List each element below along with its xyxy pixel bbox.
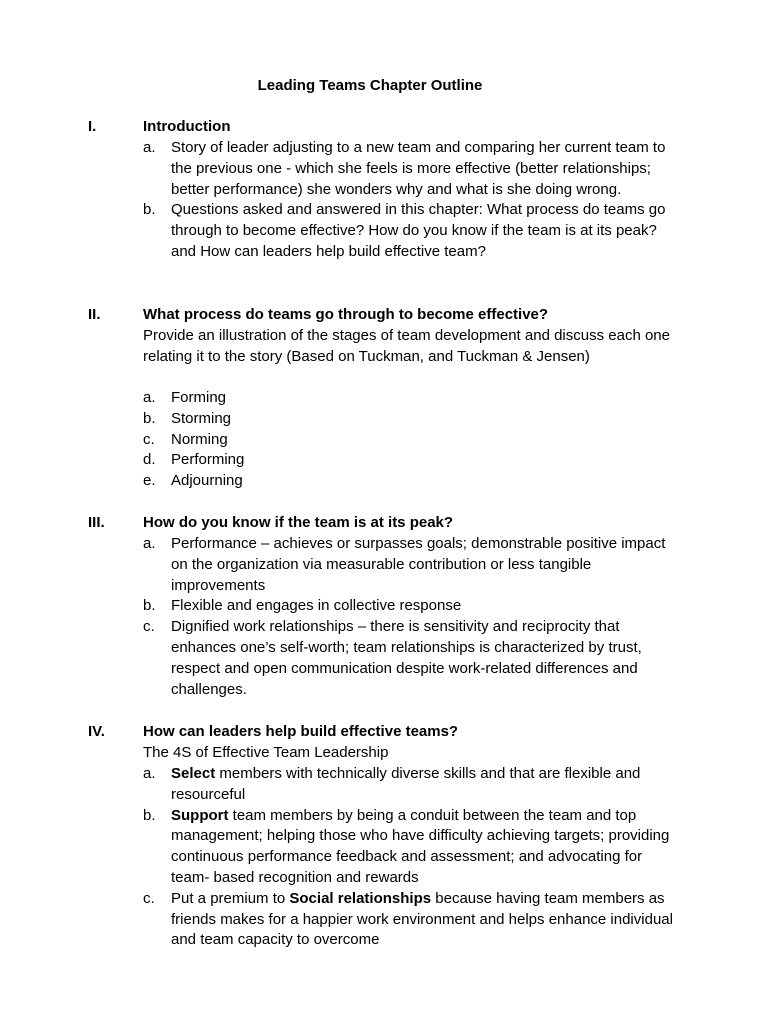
item-marker: a. (143, 389, 156, 406)
item-text: Forming (171, 389, 227, 406)
section-numeral: III. (88, 514, 105, 531)
item-marker: b. (143, 409, 156, 427)
item-text: Story of leader adjusting to a new team and comparing her current team to the previous one - which she feels is more effective (better relationships; better performance) she wonders why and what is she doing wrong. (171, 139, 666, 198)
list-item (0, 471, 768, 492)
item-text: Norming (171, 430, 228, 448)
item-marker: c. (143, 430, 155, 448)
list-item (0, 430, 768, 451)
item-text-before: Put a premium to (171, 889, 290, 907)
item-text-after: because having team members as friends makes for a happier work environment and helps enhance individual and team capacity to overcome (171, 889, 673, 949)
list-item (0, 534, 768, 596)
item-keyword: Support (171, 806, 229, 824)
list-item (0, 388, 768, 409)
section-numeral: I. (88, 118, 97, 135)
item-text: Dignified work relationships – there is sensitivity and reciprocity that enhances one’s self-worth; team relationships is characterized by trust, respect and open communication despite work-related differences and challenges. (171, 618, 642, 698)
document-title: Leading Teams Chapter Outline (257, 77, 483, 94)
list-item (0, 200, 768, 262)
item-text (171, 806, 676, 889)
list-item (0, 409, 768, 430)
item-marker: d. (143, 451, 156, 469)
list-item (0, 596, 768, 617)
section-items (0, 388, 768, 492)
item-marker: b. (143, 201, 156, 219)
section-heading: How do you know if the team is at its peak? (143, 514, 454, 531)
item-marker: e. (143, 472, 156, 490)
item-marker: b. (143, 597, 156, 615)
item-marker: b. (143, 806, 156, 824)
section-heading: What process do teams go through to become effective? (143, 306, 549, 323)
item-text: Performing (171, 451, 245, 469)
item-text (171, 889, 676, 951)
item-text-after: team members by being a conduit between the team and top management; helping those who have difficulty achieving targets; providing continuous performance feedback and assessment; and advocating for team- based recognition and rewards (171, 806, 670, 886)
list-item (0, 764, 768, 806)
item-text: Flexible and engages in collective response (171, 597, 462, 615)
list-item (0, 889, 768, 951)
item-text: Performance – achieves or surpasses goals; demonstrable positive impact on the organization via measurable contribution or less tangible improvements (171, 535, 666, 594)
list-item (0, 806, 768, 889)
section-items (0, 534, 768, 700)
item-text: Questions asked and answered in this chapter: What process do teams go through to become effective? How do you know if the team is at its peak? and How can leaders help build effective team? (171, 201, 666, 260)
item-marker: c. (143, 618, 155, 636)
section-heading: Introduction (143, 118, 231, 135)
section-intro: The 4S of Effective Team Leadership (143, 744, 389, 761)
list-item (0, 450, 768, 471)
list-item (0, 138, 768, 200)
item-keyword: Select (171, 765, 216, 782)
item-marker: a. (143, 765, 156, 782)
item-marker: c. (143, 889, 155, 907)
section-numeral: II. (88, 306, 101, 323)
section-heading: How can leaders help build effective teams? (143, 723, 459, 740)
item-text: Storming (171, 409, 232, 427)
item-text (171, 764, 676, 806)
item-text: Adjourning (171, 472, 243, 490)
section-items (0, 138, 768, 263)
list-item (0, 617, 768, 700)
item-keyword: Social relationships (289, 889, 432, 907)
section-items (0, 764, 768, 951)
item-marker: a. (143, 535, 156, 552)
section-numeral: IV. (88, 723, 105, 740)
item-marker: a. (143, 139, 156, 156)
section-intro: Provide an illustration of the stages of team development and discuss each one relating it to the story (Based on Tuckman, and Tuckman & Jensen) (143, 327, 670, 365)
item-text-after: members with technically diverse skills and that are flexible and resourceful (171, 765, 641, 803)
